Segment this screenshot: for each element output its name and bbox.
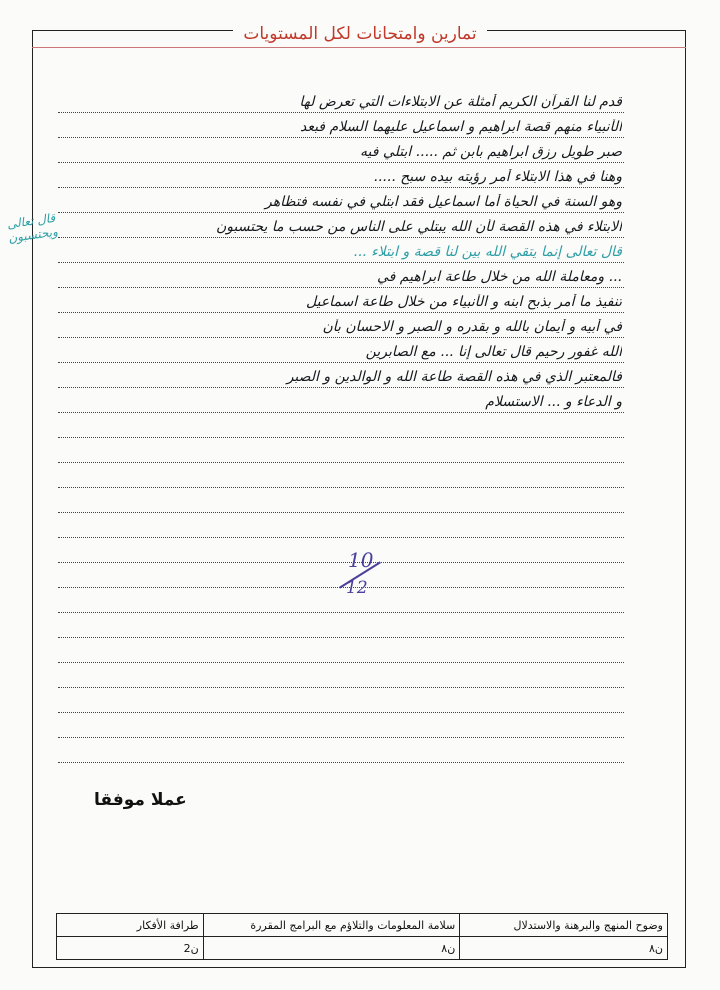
answer-line [58, 638, 624, 663]
handwritten-text: صبر طويل رزق ابراهيم بابن ثم ..... ابتلي فيه [360, 144, 622, 160]
answer-line [58, 513, 624, 538]
answer-line [58, 163, 624, 188]
answer-line [58, 688, 624, 713]
answer-lines [58, 88, 624, 763]
answer-line [58, 488, 624, 513]
handwritten-text: و الدعاء و ... الاستسلام [485, 394, 622, 410]
handwritten-text: الأنبياء منهم قصة ابراهيم و اسماعيل عليهما السلام فبعد [299, 119, 622, 135]
answer-line [58, 738, 624, 763]
header-rule [32, 47, 686, 48]
answer-line [58, 188, 624, 213]
handwritten-text: وهنا في هذا الابتلاء أمر رؤيته بيده سبح ..... [373, 169, 622, 185]
page-title-text: تمارين وامتحانات لكل المستويات [233, 24, 486, 44]
criteria-header: وضوح المنهج والبرهنة والاستدلال [460, 914, 668, 937]
answer-line [58, 413, 624, 438]
criteria-header-row [57, 914, 668, 937]
criteria-header: طرافة الأفكار [57, 914, 204, 937]
criteria-points-row [57, 937, 668, 960]
closing-remark: عملا موفقا [94, 790, 187, 810]
criteria-points: ن2 [57, 937, 204, 960]
handwritten-text: الابتلاء في هذه القصة لأن الله يبتلي على الناس من حسب ما يحتسبون [216, 219, 622, 235]
handwritten-text: فالمعتبر الذي في هذه القصة طاعة الله و الوالدين و الصبر [286, 369, 622, 385]
criteria-header: سلامة المعلومات والتلاؤم مع البرامج المقررة [203, 914, 460, 937]
answer-line [58, 363, 624, 388]
handwritten-text: وهو السنة في الحياة أما اسماعيل فقد ابتلي في نفسه فتظاهر [265, 194, 622, 210]
answer-line [58, 238, 624, 263]
answer-line [58, 213, 624, 238]
handwritten-text: تنفيذ ما أمر بذبح ابنه و الأنبياء من خلال طاعة اسماعيل [306, 294, 622, 310]
criteria-points: ن٨ [460, 937, 668, 960]
answer-line [58, 663, 624, 688]
handwritten-text: قدم لنا القرآن الكريم أمثلة عن الابتلاءات التي تعرض لها [299, 94, 622, 110]
answer-line [58, 263, 624, 288]
answer-line [58, 138, 624, 163]
margin-note: قال تعالى ويحتسبون [6, 210, 59, 246]
answer-line [58, 288, 624, 313]
page-title [0, 24, 720, 44]
answer-line [58, 388, 624, 413]
grade-total: 12 [346, 578, 368, 598]
handwritten-text: ... ومعاملة الله من خلال طاعة ابراهيم في [376, 269, 622, 285]
answer-line [58, 713, 624, 738]
answer-line [58, 313, 624, 338]
criteria-points: ن٨ [203, 937, 460, 960]
answer-line [58, 613, 624, 638]
answer-line [58, 338, 624, 363]
answer-line [58, 463, 624, 488]
grade-score: 10 [348, 548, 374, 572]
grade-mark [330, 548, 390, 608]
criteria-table [56, 913, 668, 960]
answer-line [58, 113, 624, 138]
handwritten-text: الله غفور رحيم قال تعالى إنا ... مع الصابرين [365, 344, 622, 360]
answer-line [58, 88, 624, 113]
handwritten-text: في أبيه و أيمان بالله و بقدره و الصبر و الاحسان بأن [322, 319, 622, 335]
handwritten-text: قال تعالى إنما يتقي الله بين لنا قصة و ابتلاء ... [353, 244, 622, 260]
answer-line [58, 438, 624, 463]
